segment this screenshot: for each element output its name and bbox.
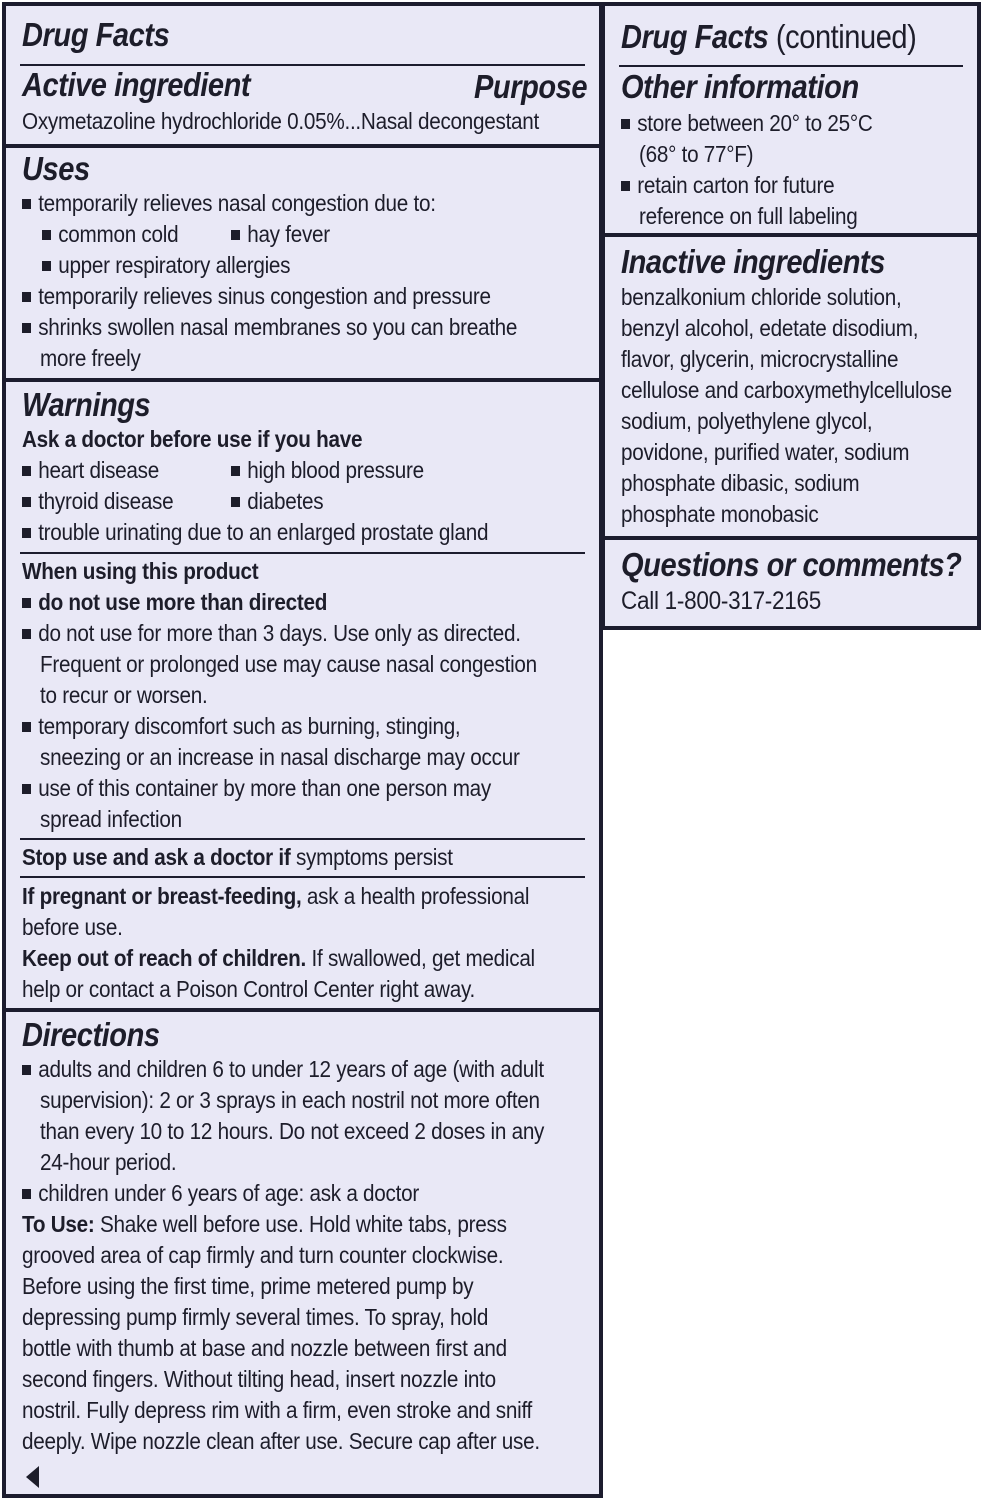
continued-title-main: Drug Facts (621, 18, 769, 55)
warnings-heading: Warnings (22, 386, 151, 423)
other-info-cont: (68° to 77°F) (639, 141, 754, 167)
continued-title-suffix: (continued) (768, 18, 917, 55)
pregnant-rest: ask a health professional (301, 883, 530, 909)
inactive-line: phosphate monobasic (621, 501, 819, 527)
uses-heading: Uses (22, 150, 90, 187)
divider (20, 552, 585, 554)
inactive-ingredients-panel (601, 233, 981, 540)
section-divider (6, 378, 599, 382)
directions-cont: supervision): 2 or 3 sprays in each nostril not more often (40, 1087, 540, 1113)
other-info-item: retain carton for future (621, 170, 834, 201)
drug-facts-continued-title (621, 18, 916, 56)
divider (20, 876, 585, 878)
uses-item-cont: more freely (40, 345, 141, 371)
to-use-cont: grooved area of cap firmly and turn counter clockwise. (22, 1242, 504, 1268)
pregnant-line (22, 881, 529, 912)
divider (619, 65, 963, 67)
active-ingredient-heading: Active ingredient (22, 66, 251, 103)
when-using-item: do not use more than directed (22, 587, 327, 618)
phone-line: Call 1-800-317-2165 (621, 587, 822, 615)
stop-use-rest: symptoms persist (290, 844, 453, 870)
keep-out-line (22, 943, 535, 974)
ask-doctor-label: Ask a doctor before use if you have (22, 426, 363, 452)
uses-subitem: upper respiratory allergies (42, 250, 290, 281)
other-info-cont: reference on full labeling (639, 203, 858, 229)
uses-item: shrinks swollen nasal membranes so you can breathe (22, 312, 517, 343)
inactive-line: phosphate dibasic, sodium (621, 470, 860, 496)
purpose-heading: Purpose (474, 68, 588, 105)
when-using-item: temporary discomfort such as burning, stinging, (22, 711, 460, 742)
to-use-cont: bottle with thumb at base and nozzle between first and (22, 1335, 507, 1361)
divider (20, 838, 585, 840)
pregnant-bold: If pregnant or breast-feeding, (22, 883, 302, 909)
to-use-cont: second fingers. Without tilting head, insert nozzle into (22, 1366, 496, 1392)
to-use-cont: deeply. Wipe nozzle clean after use. Secure cap after use. (22, 1428, 540, 1454)
inactive-line: benzyl alcohol, edetate disodium, (621, 315, 919, 341)
condition-item: trouble urinating due to an enlarged prostate gland (22, 517, 488, 548)
triangle-left-icon (24, 1464, 42, 1490)
condition-item: high blood pressure (231, 455, 424, 486)
keep-out-rest: If swallowed, get medical (306, 945, 535, 971)
to-use-bold: To Use: (22, 1211, 95, 1237)
to-use-rest: Shake well before use. Hold white tabs, press (94, 1211, 507, 1237)
other-info-item: store between 20° to 25°C (621, 108, 873, 139)
when-using-item: use of this container by more than one person may (22, 773, 491, 804)
directions-cont: 24-hour period. (40, 1149, 177, 1175)
when-using-cont: to recur or worsen. (40, 682, 208, 708)
section-divider (6, 144, 599, 148)
condition-item: heart disease (22, 455, 159, 486)
directions-item: adults and children 6 to under 12 years of age (with adult (22, 1054, 544, 1085)
to-use-line (22, 1209, 507, 1240)
when-using-cont: spread infection (40, 806, 182, 832)
inactive-line: sodium, polyethylene glycol, (621, 408, 873, 434)
inactive-line: cellulose and carboxymethylcellulose (621, 377, 952, 403)
directions-heading: Directions (22, 1016, 160, 1053)
uses-subitem: common cold (42, 219, 178, 250)
directions-item: children under 6 years of age: ask a doctor (22, 1178, 419, 1209)
when-using-cont: Frequent or prolonged use may cause nasal congestion (40, 651, 537, 677)
stop-use-bold: Stop use and ask a doctor if (22, 844, 291, 870)
to-use-cont: Before using the first time, prime metered pump by (22, 1273, 474, 1299)
other-information-heading: Other information (621, 68, 859, 105)
inactive-ingredients-heading: Inactive ingredients (621, 243, 885, 280)
keep-out-bold: Keep out of reach of children. (22, 945, 307, 971)
when-using-item: do not use for more than 3 days. Use only as directed. (22, 618, 521, 649)
condition-item: thyroid disease (22, 486, 173, 517)
uses-item: temporarily relieves sinus congestion and pressure (22, 281, 491, 312)
directions-cont: than every 10 to 12 hours. Do not exceed 2 doses in any (40, 1118, 545, 1144)
stop-use-line (22, 842, 453, 873)
uses-item: temporarily relieves nasal congestion due to: (22, 188, 436, 219)
keep-out-cont: help or contact a Poison Control Center right away. (22, 976, 475, 1002)
questions-heading: Questions or comments? (621, 546, 962, 583)
when-using-cont: sneezing or an increase in nasal discharge may occur (40, 744, 520, 770)
questions-panel (601, 536, 981, 630)
inactive-line: flavor, glycerin, microcrystalline (621, 346, 899, 372)
when-using-label: When using this product (22, 558, 259, 584)
section-divider (6, 1008, 599, 1012)
drug-facts-panel (2, 2, 603, 1498)
drug-facts-title: Drug Facts (22, 16, 170, 53)
to-use-cont: nostril. Fully depress rim with a firm, even stroke and sniff (22, 1397, 533, 1423)
inactive-line: povidone, purified water, sodium (621, 439, 910, 465)
drug-facts-continued-panel (601, 2, 981, 237)
pregnant-cont: before use. (22, 914, 123, 940)
to-use-cont: depressing pump firmly several times. To spray, hold (22, 1304, 489, 1330)
condition-item: diabetes (231, 486, 323, 517)
inactive-line: benzalkonium chloride solution, (621, 284, 902, 310)
uses-subitem: hay fever (231, 219, 330, 250)
active-ingredient-line: Oxymetazoline hydrochloride 0.05%...Nasal decongestant (22, 108, 540, 134)
